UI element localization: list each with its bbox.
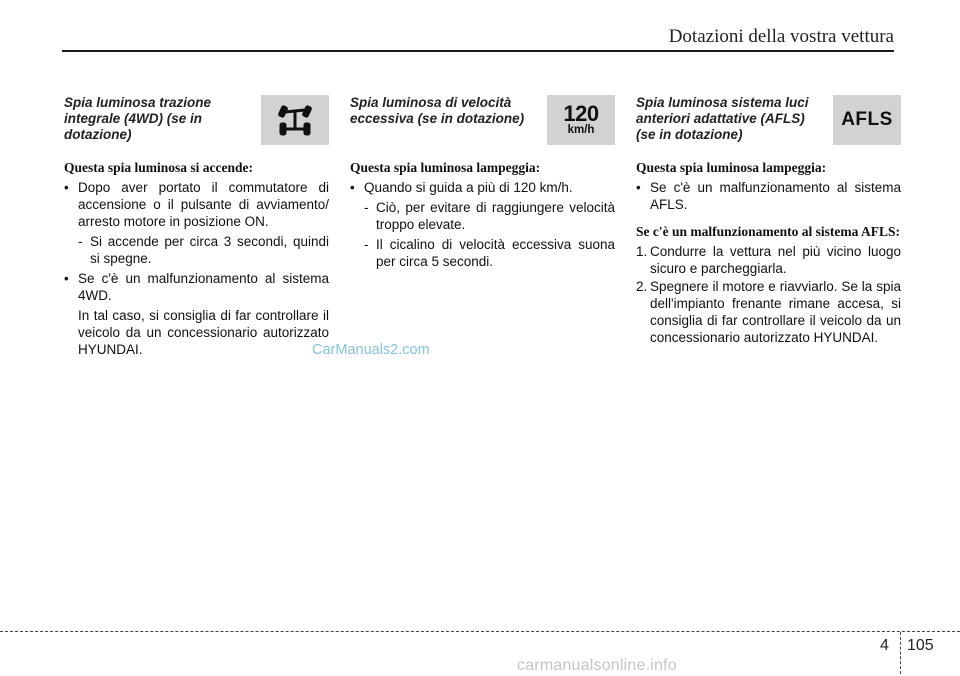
section-afls: [636, 95, 901, 346]
speed-icon-number: 120: [563, 101, 599, 126]
section-heading-row: [64, 95, 329, 147]
numbered-step: 2. Spegnere il motore e riavviarlo. Se la spia dell'impianto frenante rimane accesa, si consiglia di far controllare il veicolo da un concessionario autorizzato HYUNDAI.: [636, 279, 901, 345]
header-divider: [62, 50, 894, 52]
bullet-item: • Quando si guida a più di 120 km/h.: [350, 179, 615, 196]
page-header-title: Dotazioni della vostra vettura: [668, 26, 894, 47]
page-number: 105: [907, 637, 934, 654]
speed-icon-unit: km/h: [567, 124, 595, 136]
section-heading: Spia luminosa di velocità eccessiva (se in dotazione): [350, 95, 525, 126]
section-heading: Spia luminosa trazione integrale (4WD) (se in dotazione): [64, 95, 212, 142]
footer-divider: [0, 631, 960, 632]
section-4wd: [64, 95, 329, 358]
numbered-step-text: Condurre la vettura nel più vicino luogo sicuro e parcheggiarla.: [650, 244, 901, 276]
section-overspeed: [350, 95, 615, 270]
numbered-step-text: Spegnere il motore e riavviarlo. Se la spia dell'impianto frenante rimane accesa, si consiglia di far controllare il veicolo da un concessionario autorizzato HYUNDAI.: [650, 279, 901, 345]
section-lead: Questa spia luminosa si accende:: [64, 160, 254, 175]
chapter-number: 4: [880, 637, 889, 654]
section-subheading: Se c'è un malfunzionamento al sistema AFLS:: [636, 224, 901, 239]
site-watermark: carmanualsonline.info: [517, 657, 677, 674]
dash-item-text: Ciò, per evitare di raggiungere velocità troppo elevate.: [376, 200, 615, 232]
afls-icon: [833, 95, 901, 145]
bullet-item: • Se c'è un malfunzionamento al sistema AFLS.: [636, 179, 901, 213]
dash-item-text: Si accende per circa 3 secondi, quindi si spegne.: [90, 234, 329, 266]
dash-item: - Il cicalino di velocità eccessiva suona per circa 5 secondi.: [364, 237, 615, 269]
page-number-separator: [900, 632, 901, 674]
section-heading-row: [350, 95, 615, 147]
bullet-item: • Dopo aver portato il commutatore di accensione o il pulsante di avviamento/ arresto motore in posizione ON.: [64, 179, 329, 230]
4wd-icon: [261, 95, 329, 145]
bullet-item: • Se c'è un malfunzionamento al sistema 4WD.: [64, 270, 329, 304]
section-lead: Questa spia luminosa lampeggia:: [350, 160, 541, 175]
bullet-paragraph: In tal caso, si consiglia di far controllare il veicolo da un concessionario autorizzato HYUNDAI.: [78, 308, 329, 357]
section-lead: Questa spia luminosa lampeggia:: [636, 160, 827, 175]
watermark-text: CarManuals2.com: [312, 342, 430, 358]
section-heading-row: [636, 95, 901, 147]
dash-item: - Ciò, per evitare di raggiungere velocità troppo elevate.: [364, 200, 615, 232]
speed-120-icon: [547, 95, 615, 145]
numbered-step: 1. Condurre la vettura nel più vicino luogo sicuro e parcheggiarla.: [636, 244, 901, 276]
section-heading: Spia luminosa sistema luci anteriori adattative (AFLS) (se in dotazione): [636, 95, 809, 142]
afls-icon-text: AFLS: [841, 109, 893, 130]
dash-item-text: Il cicalino di velocità eccessiva suona per circa 5 secondi.: [376, 237, 615, 269]
dash-item: - Si accende per circa 3 secondi, quindi si spegne.: [78, 234, 329, 266]
